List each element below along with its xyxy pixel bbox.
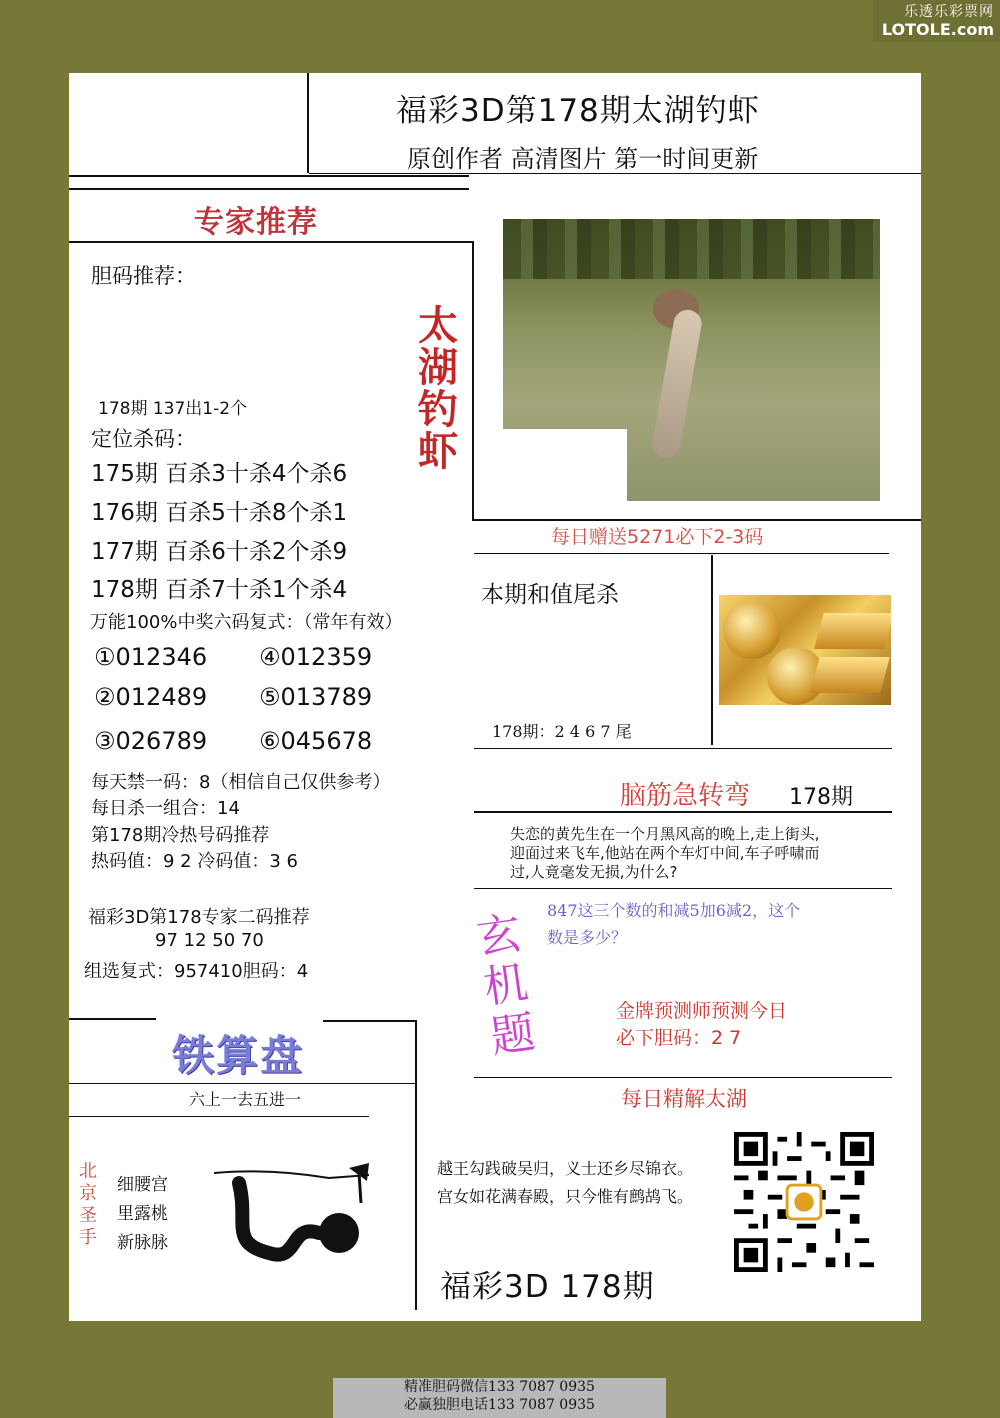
brain-teaser-text: 过,人竟毫发无损,为什么? [510,863,678,881]
photo-trees [503,219,880,279]
abacus-top-line-right [323,1020,417,1022]
sum-tail-line [474,748,892,749]
expert-right-border [472,241,474,521]
photo-shrimp-body [650,308,704,461]
brain-teaser-text: 迎面过来飞车,他站在两个车灯中间,车子呼啸而 [510,844,820,862]
abacus-item: 新脉脉 [117,1233,168,1253]
abacus-vertical-label [77,1161,99,1249]
two-code-values: 97 12 50 70 [155,930,264,951]
abacus-title: 铁算盘 [172,1031,305,1080]
issue-note: 178期 137出1-2个 [98,399,248,419]
abacus-rule-line [69,1116,369,1117]
footer-line: 必赢独胆电话133 7087 0935 [404,1397,595,1413]
abacus-item: 细腰宫 [117,1175,168,1195]
kill-row: 176期 百杀5十杀8个杀1 [91,500,348,526]
brain-teaser-heading: 脑筋急转弯 [620,781,751,811]
vertical-title-char: 虾 [418,429,458,475]
photo-white-patch [503,429,627,501]
vertical-title-char: 湖 [418,345,458,391]
abacus-mid-line [69,1083,415,1084]
daily-ban: 每天禁一码：8（相信自己仅供参考） [91,772,391,793]
kill-row: 178期 百杀7十杀1个杀4 [91,577,348,603]
qr-code-image [734,1132,874,1272]
abacus-top-line [69,1018,156,1020]
site-watermark [873,0,1000,42]
gold-bar [814,613,891,649]
expert-heading-line [69,241,472,243]
vertical-title-char: 太 [418,303,458,349]
abacus-vertical-char: 手 [79,1227,97,1248]
header-vline [307,73,309,173]
kill-row: 177期 百杀6十杀2个杀9 [91,539,348,565]
site-name-en: LOTOLE.com [881,20,994,39]
header-hline [69,175,469,177]
kill-row: 175期 百杀3十杀4个杀6 [91,461,348,487]
expert-heading: 专家推荐 [194,205,318,240]
qr-code[interactable] [734,1132,874,1272]
vertical-title [416,305,460,473]
riddle-text: 数是多少？ [547,928,628,947]
gift-line-bottom [474,553,889,554]
lottery-card [69,73,921,1321]
daily-gift: 每日赠送5271必下2-3码 [551,526,764,548]
riddle-vertical-char: 玄 [473,907,525,965]
gold-bar [810,657,890,693]
sum-tail-label: 本期和值尾杀 [481,582,619,608]
gold-image [719,595,891,705]
poem-line: 越王勾践破吴归，义士还乡尽锦衣。 [437,1159,694,1178]
page-subtitle: 原创作者 高清图片 第一时间更新 [407,145,759,173]
riddle-vertical-char: 机 [480,957,532,1014]
poem-line: 宫女如花满春殿，只今惟有鹧鸪飞。 [437,1187,694,1206]
gold-coin [723,601,781,659]
six-code: ①012346 [94,643,208,671]
hot-cold-label: 第178期冷热号码推荐 [91,825,270,846]
site-name-cn: 乐透乐彩票网 [904,4,994,20]
contact-footer [333,1378,666,1418]
six-code: ⑤013789 [259,683,373,711]
two-code-label: 福彩3D第178专家二码推荐 [88,907,310,928]
six-code: ③026789 [94,727,208,755]
sum-tail-divider [711,555,713,745]
gold-prediction-value: 必下胆码：2 7 [616,1027,742,1049]
abacus-vertical-char: 北 [79,1161,97,1182]
riddle-vertical [474,909,538,1064]
ink-drawing-image [209,1163,379,1273]
brain-teaser-text: 失恋的黄先生在一个月黑风高的晚上,走上街头, [510,825,820,843]
gift-line [474,519,921,521]
six-code: ②012489 [94,683,208,711]
gold-prediction: 金牌预测师预测今日 [616,1000,788,1022]
explain-line [474,1077,892,1078]
brain-teaser-issue: 178期 [789,785,853,810]
teaser-bottom-line [474,888,892,889]
six-code-label: 万能100%中奖六码复式：（常年有效） [90,612,403,633]
abacus-vertical-char: 京 [79,1183,97,1204]
six-code: ④012359 [259,643,373,671]
sum-tail-value: 178期：2 4 6 7 尾 [492,722,632,741]
six-code: ⑥045678 [259,727,373,755]
page-title: 福彩3D第178期太湖钓虾 [396,93,760,129]
shrimp-photo [503,219,880,501]
abacus-vertical-char: 圣 [79,1205,97,1226]
position-kill-label: 定位杀码： [91,427,196,451]
daily-explain: 每日精解太湖 [621,1087,747,1111]
abacus-right-border [415,1020,417,1310]
footer-line: 精准胆码微信133 7087 0935 [404,1379,595,1395]
hot-cold-values: 热码值：9 2 冷码值：3 6 [91,851,298,872]
riddle-vertical-char: 题 [487,1006,539,1064]
group-combo: 组选复式：957410胆码：4 [84,961,309,982]
brain-teaser-line [474,811,892,813]
expert-top-line [69,188,469,190]
abacus-item: 里露桃 [117,1204,168,1224]
bottom-title: 福彩3D 178期 [440,1269,655,1305]
dan-label: 胆码推荐： [91,264,196,288]
abacus-rule: 六上一去五进一 [189,1090,302,1109]
daily-kill-combo: 每日杀一组合：14 [91,798,240,819]
riddle-text: 847这三个数的和减5加6减2，这个 [547,901,801,920]
vertical-title-char: 钓 [418,387,458,433]
